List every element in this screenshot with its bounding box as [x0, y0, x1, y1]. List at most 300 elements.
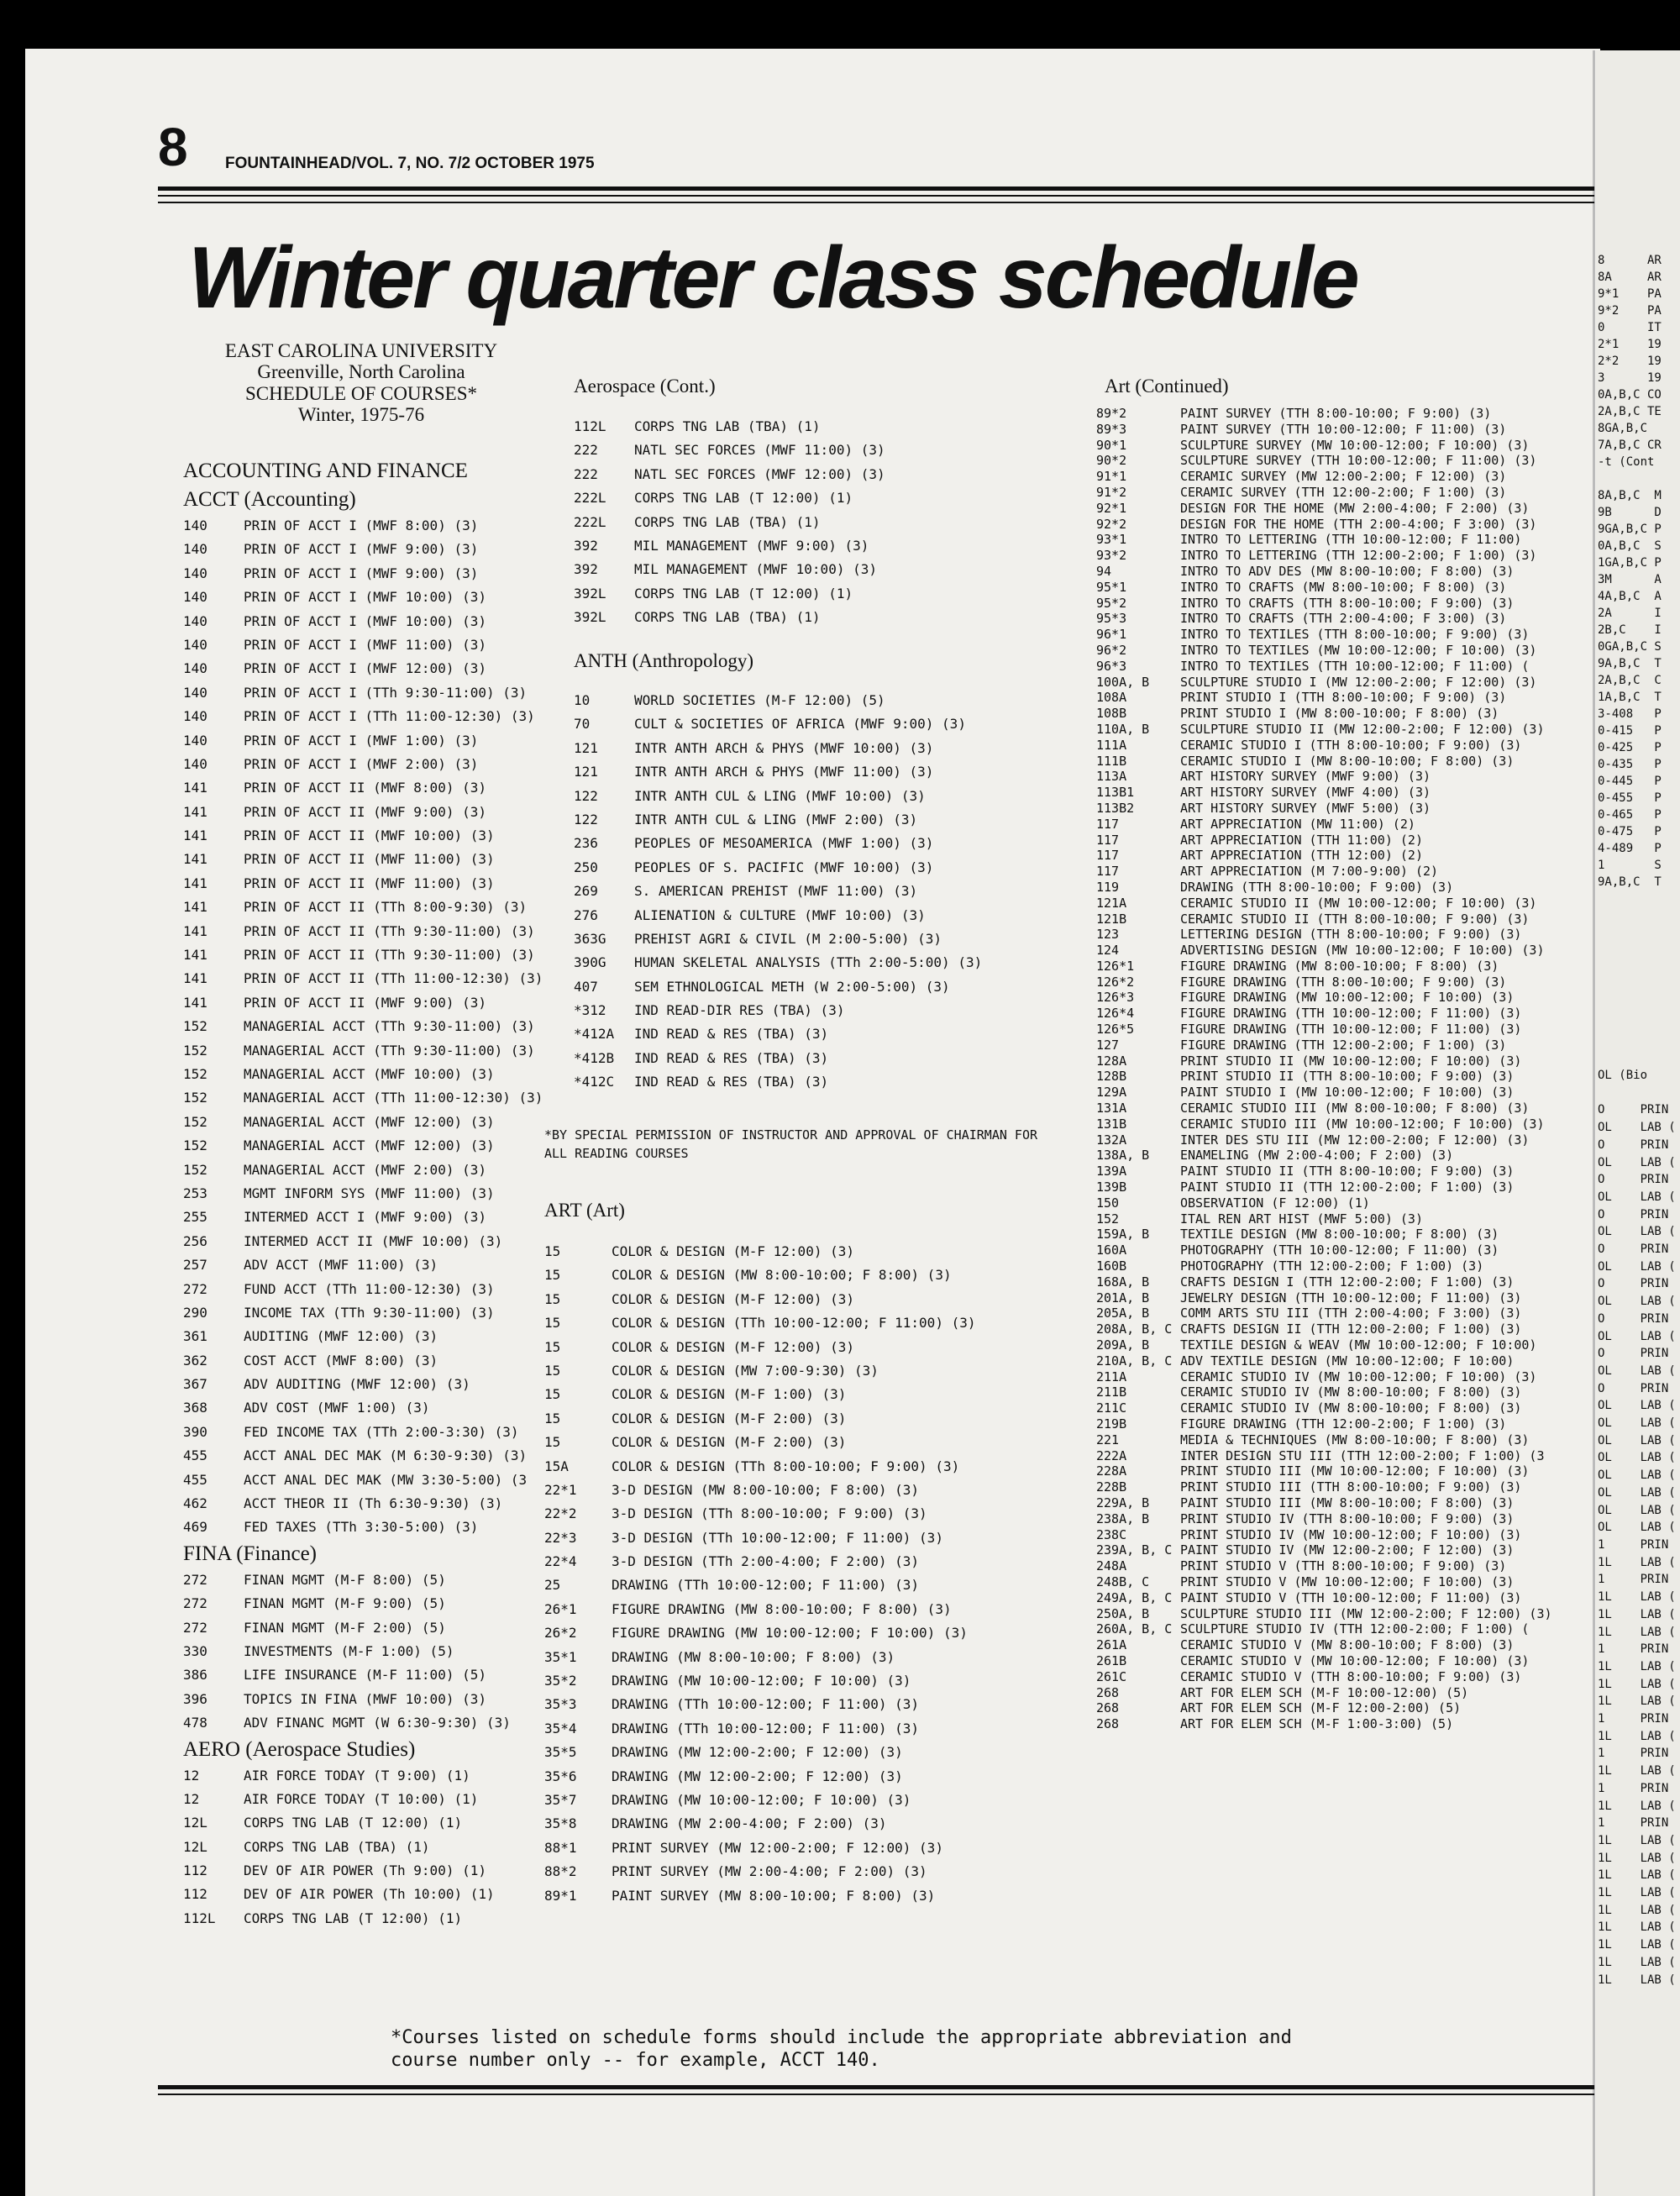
- header-line: SCHEDULE OF COURSES*: [244, 382, 478, 404]
- course-row: [1096, 532, 1592, 548]
- course-title: PRIN OF ACCT II (MWF 8:00) (3): [244, 780, 486, 796]
- course-row: [1096, 1148, 1592, 1164]
- course-row: [183, 1086, 553, 1110]
- next-page-line: 9*1 PA: [1598, 287, 1662, 301]
- course-title: ART FOR ELEM SCH (M-F 1:00-3:00) (5): [1180, 1716, 1454, 1732]
- next-page-line: 0-445 P: [1598, 775, 1662, 788]
- course-row: [1096, 1006, 1592, 1022]
- course-title: INTRO TO CRAFTS (TTH 2:00-4:00; F 3:00) (3): [1180, 611, 1507, 627]
- course-number: 26*2: [544, 1625, 577, 1642]
- next-page-line: O PRIN: [1598, 1137, 1669, 1152]
- next-page-line: 1L LAB (: [1598, 1851, 1676, 1865]
- course-number: 407: [574, 978, 598, 995]
- course-title: PAINT SURVEY (MW 8:00-10:00; F 8:00) (3): [612, 1887, 936, 1904]
- course-number: 250: [574, 859, 598, 875]
- column-aerospace-cont: [574, 415, 1061, 630]
- course-row: [183, 1492, 553, 1516]
- course-title: DRAWING (TTh 10:00-12:00; F 11:00) (3): [612, 1720, 920, 1736]
- course-number: 272: [183, 1595, 207, 1612]
- next-page-line: OL LAB (: [1598, 1485, 1676, 1500]
- course-number: 152: [183, 1042, 207, 1059]
- course-title: ART HISTORY SURVEY (MWF 9:00) (3): [1180, 769, 1431, 785]
- course-title: SCULPTURE SURVEY (MW 10:00-12:00; F 10:00) (3): [1180, 437, 1530, 453]
- course-number: 362: [183, 1352, 207, 1369]
- course-title: PHOTOGRAPHY (TTH 12:00-2:00; F 1:00) (3): [1180, 1258, 1484, 1274]
- course-number: 150: [1096, 1195, 1120, 1211]
- course-number: 222L: [574, 513, 606, 530]
- course-title: PRIN OF ACCT I (MWF 8:00) (3): [244, 517, 479, 533]
- course-title: MANAGERIAL ACCT (TTh 9:30-11:00) (3): [244, 1042, 535, 1059]
- course-number: 330: [183, 1642, 207, 1659]
- course-number: 386: [183, 1667, 207, 1684]
- course-title: SCULPTURE STUDIO II (MW 12:00-2:00; F 12:00) (3): [1180, 721, 1545, 737]
- course-row: [544, 1431, 1082, 1454]
- course-title: IND READ & RES (TBA) (3): [634, 1026, 829, 1043]
- course-row: [1096, 1337, 1592, 1353]
- course-title: ART FOR ELEM SCH (M-F 10:00-12:00) (5): [1180, 1684, 1469, 1700]
- next-page-line: 0-435 P: [1598, 758, 1662, 771]
- next-page-line: 1L LAB (: [1598, 1938, 1676, 1952]
- course-row: [574, 463, 1061, 486]
- course-number: 89*2: [1096, 406, 1127, 421]
- course-number: 15A: [544, 1458, 569, 1474]
- course-number: 140: [183, 636, 207, 653]
- course-number: 122: [574, 811, 598, 827]
- course-title: FED INCOME TAX (TTh 2:00-3:30) (3): [244, 1423, 519, 1440]
- course-number: 140: [183, 684, 207, 701]
- course-title: INCOME TAX (TTh 9:30-11:00) (3): [244, 1304, 495, 1321]
- course-row: [1096, 1590, 1592, 1606]
- course-number: 90*1: [1096, 437, 1127, 453]
- course-row: [574, 439, 1061, 462]
- course-row: [1096, 1448, 1592, 1464]
- course-row: [544, 1621, 1082, 1645]
- course-row: [1096, 1716, 1592, 1732]
- course-number: 95*3: [1096, 611, 1127, 627]
- course-row: [183, 1349, 553, 1373]
- course-row: [183, 1688, 553, 1711]
- course-row: [1096, 817, 1592, 833]
- course-row: [544, 1573, 1082, 1597]
- course-title: SCULPTURE STUDIO III (MW 12:00-2:00; F 12:00) (3): [1180, 1605, 1552, 1621]
- course-number: 108B: [1096, 706, 1127, 722]
- course-title: JEWELRY DESIGN (TTH 10:00-12:00; F 11:00) (3): [1180, 1290, 1522, 1306]
- course-number: 121A: [1096, 895, 1127, 911]
- course-title: PRINT STUDIO IV (MW 10:00-12:00; F 10:00) (3): [1180, 1526, 1522, 1542]
- course-row: [544, 1359, 1082, 1383]
- course-row: [1096, 469, 1592, 485]
- course-number: 12: [183, 1790, 200, 1807]
- course-row: [1096, 959, 1592, 975]
- course-number: 15: [544, 1290, 561, 1307]
- course-row: [183, 562, 553, 586]
- next-page-line: [1598, 1085, 1680, 1102]
- header-block: [210, 340, 512, 425]
- next-page-line: O PRIN: [1598, 1347, 1669, 1361]
- course-title: CERAMIC STUDIO IV (MW 8:00-10:00; F 8:00) (3): [1180, 1400, 1522, 1416]
- course-number: 122: [574, 787, 598, 804]
- course-title: INTERMED ACCT II (MWF 10:00) (3): [244, 1232, 503, 1249]
- course-title: PRINT STUDIO IV (TTH 8:00-10:00; F 9:00) (3): [1180, 1510, 1515, 1526]
- course-row: [544, 1717, 1082, 1741]
- next-page-line: 1L LAB (: [1598, 1920, 1676, 1935]
- next-page-line: 1L LAB (: [1598, 1659, 1676, 1673]
- course-title: CORPS TNG LAB (T 12:00) (1): [634, 490, 853, 507]
- course-title: COST ACCT (MWF 8:00) (3): [244, 1352, 438, 1369]
- course-row: [183, 1859, 553, 1883]
- course-number: 138A, B: [1096, 1148, 1150, 1164]
- course-row: [544, 1789, 1082, 1812]
- next-page-line: 1L LAB (: [1598, 1886, 1676, 1900]
- course-title: PHOTOGRAPHY (TTH 10:00-12:00; F 11:00) (3): [1180, 1242, 1499, 1258]
- course-row: [183, 681, 553, 705]
- course-number: 141: [183, 851, 207, 868]
- course-number: 268: [1096, 1700, 1120, 1716]
- course-row: [1096, 1384, 1592, 1400]
- course-title: COLOR & DESIGN (MW 7:00-9:30) (3): [612, 1362, 879, 1379]
- course-row: [1096, 1637, 1592, 1653]
- anthropology-heading: ANTH (Anthropology): [574, 650, 753, 671]
- course-row: [1096, 1069, 1592, 1085]
- course-title: TEXTILE DESIGN & WEAV (MW 10:00-12:00; F 10:00): [1180, 1337, 1537, 1353]
- next-page-line: 0-415 P: [1598, 724, 1662, 738]
- aerospace-cont-heading: Aerospace (Cont.): [574, 376, 716, 397]
- course-title: LIFE INSURANCE (M-F 11:00) (5): [244, 1667, 486, 1684]
- course-number: 111A: [1096, 737, 1127, 753]
- course-title: CORPS TNG LAB (TBA) (1): [634, 609, 821, 626]
- course-number: 290: [183, 1304, 207, 1321]
- course-title: PRIN OF ACCT II (TTh 9:30-11:00) (3): [244, 947, 535, 964]
- course-row: [1096, 1321, 1592, 1337]
- course-number: 221: [1096, 1432, 1120, 1447]
- course-number: 117: [1096, 848, 1120, 864]
- course-row: [1096, 785, 1592, 801]
- course-title: COLOR & DESIGN (M-F 1:00) (3): [612, 1386, 847, 1403]
- course-title: INTRO TO CRAFTS (TTH 8:00-10:00; F 9:00) (3): [1180, 595, 1515, 611]
- course-number: 152: [1096, 1211, 1120, 1227]
- course-number: 12L: [183, 1815, 207, 1831]
- course-title: SCULPTURE STUDIO I (MW 12:00-2:00; F 12:00) (3): [1180, 674, 1537, 690]
- course-row: [183, 1592, 553, 1615]
- course-row: [183, 943, 553, 967]
- next-page-line: 1L LAB (: [1598, 1833, 1676, 1847]
- course-title: ADV TEXTILE DESIGN (MW 10:00-12:00; F 10:00): [1180, 1353, 1515, 1369]
- next-page-line: 9B D: [1598, 506, 1662, 519]
- course-title: DEV OF AIR POWER (Th 9:00) (1): [244, 1862, 486, 1879]
- course-number: 140: [183, 612, 207, 629]
- course-title: ACCT ANAL DEC MAK (MW 3:30-5:00) (3: [244, 1471, 528, 1488]
- course-title: PRIN OF ACCT I (MWF 2:00) (3): [244, 755, 479, 772]
- course-title: DEV OF AIR POWER (Th 10:00) (1): [244, 1886, 495, 1903]
- course-title: CERAMIC STUDIO IV (MW 8:00-10:00; F 8:00) (3): [1180, 1384, 1522, 1400]
- course-number: 112L: [574, 418, 606, 434]
- course-row: [183, 753, 553, 776]
- course-number: 126*5: [1096, 1022, 1135, 1038]
- masthead-rule-thin: [158, 195, 1594, 197]
- next-page-line: 0A,B,C CO: [1598, 388, 1662, 402]
- course-row: [1096, 438, 1592, 454]
- course-row: [183, 848, 553, 871]
- course-title: DRAWING (MW 2:00-4:00; F 2:00) (3): [612, 1815, 887, 1832]
- next-page-line: 9A,B,C T: [1598, 657, 1662, 670]
- course-row: [183, 1253, 553, 1277]
- course-title: MEDIA & TECHNIQUES (MW 8:00-10:00; F 8:00) (3): [1180, 1432, 1530, 1447]
- course-title: CERAMIC SURVEY (MW 12:00-2:00; F 12:00) (3): [1180, 469, 1507, 485]
- next-page-line: 0 IT: [1598, 321, 1662, 334]
- course-row: [544, 1288, 1082, 1311]
- next-page-line: 2A I: [1598, 607, 1662, 620]
- course-number: 88*1: [544, 1839, 577, 1856]
- course-row: [183, 657, 553, 680]
- next-page-line: [1598, 470, 1680, 487]
- course-title: PRIN OF ACCT I (MWF 12:00) (3): [244, 660, 486, 677]
- course-row: [183, 633, 553, 657]
- course-number: 121: [574, 739, 598, 756]
- course-title: AIR FORCE TODAY (T 9:00) (1): [244, 1767, 470, 1784]
- course-number: 141: [183, 922, 207, 939]
- course-row: [574, 1047, 1061, 1070]
- course-row: [1096, 1258, 1592, 1274]
- course-title: CORPS TNG LAB (TBA) (1): [244, 1838, 430, 1855]
- next-page-line: OL LAB (: [1598, 1521, 1676, 1535]
- course-number: 257: [183, 1257, 207, 1274]
- course-row: [1096, 1116, 1592, 1132]
- next-page-line: OL LAB (: [1598, 1121, 1676, 1135]
- course-title: INTRO TO ADV DES (MW 8:00-10:00; F 8:00) (3): [1180, 563, 1515, 579]
- next-page-line: 1 PRIN: [1598, 1781, 1669, 1795]
- course-number: 229A, B: [1096, 1495, 1150, 1510]
- course-title: AIR FORCE TODAY (T 10:00) (1): [244, 1790, 479, 1807]
- course-row: [1096, 1400, 1592, 1416]
- course-number: 123: [1096, 927, 1120, 943]
- next-page-line: OL LAB (: [1598, 1295, 1676, 1309]
- next-page-line: 1L LAB (: [1598, 1677, 1676, 1691]
- course-title: FUND ACCT (TTh 11:00-12:30) (3): [244, 1280, 495, 1297]
- course-number: 205A, B: [1096, 1306, 1150, 1321]
- course-number: 211C: [1096, 1400, 1127, 1416]
- course-title: FIGURE DRAWING (TTH 10:00-12:00; F 11:00) (3): [1180, 1006, 1522, 1022]
- course-number: 253: [183, 1185, 207, 1201]
- course-number: 93*2: [1096, 548, 1127, 564]
- course-row: [1096, 911, 1592, 927]
- next-page-line: OL LAB (: [1598, 1225, 1676, 1239]
- course-title: CERAMIC STUDIO V (MW 8:00-10:00; F 8:00) (3): [1180, 1637, 1515, 1653]
- course-number: 92*1: [1096, 500, 1127, 516]
- course-number: 121B: [1096, 911, 1127, 927]
- course-title: PRINT STUDIO V (MW 10:00-12:00; F 10:00) (3): [1180, 1573, 1515, 1589]
- next-page-line: 8A AR: [1598, 271, 1662, 284]
- course-title: FIGURE DRAWING (TTH 10:00-12:00; F 11:00) (3): [1180, 1022, 1522, 1038]
- course-row: [183, 1468, 553, 1492]
- course-row: [1096, 1274, 1592, 1290]
- course-title: FIGURE DRAWING (TTH 12:00-2:00; F 1:00) (3): [1180, 1416, 1507, 1432]
- course-row: [183, 824, 553, 848]
- course-row: [574, 689, 1061, 712]
- course-title: ADVERTISING DESIGN (MW 10:00-12:00; F 10:00) (3): [1180, 943, 1545, 959]
- course-row: [1096, 1227, 1592, 1242]
- course-title: CORPS TNG LAB (T 12:00) (1): [244, 1815, 463, 1831]
- course-number: 111B: [1096, 753, 1127, 769]
- next-page-line: 9*2 PA: [1598, 304, 1662, 318]
- course-title: PRINT STUDIO III (MW 10:00-12:00; F 10:00) (3): [1180, 1463, 1530, 1479]
- course-number: 261A: [1096, 1637, 1127, 1653]
- course-title: MANAGERIAL ACCT (MWF 10:00) (3): [244, 1065, 495, 1082]
- course-title: TEXTILE DESIGN (MW 8:00-10:00; F 8:00) (3): [1180, 1227, 1499, 1242]
- course-row: [1096, 1101, 1592, 1116]
- page-number: 8: [158, 117, 188, 177]
- course-title: CULT & SOCIETIES OF AFRICA (MWF 9:00) (3): [634, 716, 966, 733]
- course-title: ART APPRECIATION (TTH 11:00) (2): [1180, 832, 1423, 848]
- course-number: 96*3: [1096, 658, 1127, 674]
- course-number: 15: [544, 1267, 561, 1284]
- course-row: [183, 1301, 553, 1325]
- section-heading: AERO (Aerospace Studies): [183, 1737, 416, 1761]
- next-page-line: OL LAB (: [1598, 1155, 1676, 1169]
- course-row: [1096, 864, 1592, 880]
- course-number: 96*1: [1096, 627, 1127, 643]
- course-number: 35*5: [544, 1744, 577, 1761]
- course-number: 35*8: [544, 1815, 577, 1832]
- course-title: PRIN OF ACCT I (TTh 11:00-12:30) (3): [244, 708, 535, 725]
- course-row: [1096, 1479, 1592, 1495]
- next-page-line: O PRIN: [1598, 1381, 1669, 1395]
- course-number: 140: [183, 565, 207, 581]
- course-number: 363G: [574, 930, 606, 947]
- course-row: [1096, 975, 1592, 990]
- course-row: [183, 1811, 553, 1835]
- course-row: [1096, 485, 1592, 501]
- course-row: [183, 776, 553, 800]
- course-number: 131B: [1096, 1116, 1127, 1132]
- header-line: EAST CAROLINA UNIVERSITY: [224, 340, 498, 361]
- course-number: 210A, B, C: [1096, 1353, 1173, 1369]
- course-row: [183, 801, 553, 824]
- course-row: [574, 737, 1061, 760]
- course-row: [183, 1325, 553, 1348]
- course-title: MIL MANAGEMENT (MWF 10:00) (3): [634, 561, 877, 578]
- course-number: 35*6: [544, 1768, 577, 1784]
- next-page-line: 1L LAB (: [1598, 1868, 1676, 1883]
- course-number: 139B: [1096, 1179, 1127, 1195]
- course-row: [183, 1373, 553, 1396]
- course-number: 152: [183, 1018, 207, 1035]
- course-row: [1096, 880, 1592, 896]
- course-row: [544, 1240, 1082, 1263]
- course-title: PAINT SURVEY (TTH 8:00-10:00; F 9:00) (3): [1180, 406, 1492, 421]
- course-number: 228A: [1096, 1463, 1127, 1479]
- next-page-line: OL LAB (: [1598, 1190, 1676, 1204]
- course-title: PRIN OF ACCT I (MWF 10:00) (3): [244, 612, 486, 629]
- next-page-line: O PRIN: [1598, 1207, 1669, 1221]
- course-title: PRIN OF ACCT I (MWF 11:00) (3): [244, 636, 486, 653]
- course-title: INTER DESIGN STU III (TTH 12:00-2:00; F 1:00) (3: [1180, 1447, 1545, 1463]
- next-page-line: 8 AR: [1598, 254, 1662, 267]
- course-row: [574, 486, 1061, 510]
- course-number: 132A: [1096, 1132, 1127, 1148]
- course-number: 93*1: [1096, 532, 1127, 548]
- next-page-line: 3M A: [1598, 573, 1662, 586]
- course-title: DRAWING (MW 8:00-10:00; F 8:00) (3): [612, 1648, 895, 1665]
- course-number: 209A, B: [1096, 1337, 1150, 1353]
- course-number: 128A: [1096, 1053, 1127, 1069]
- course-row: [574, 975, 1061, 999]
- course-row: [1096, 1685, 1592, 1701]
- next-page-column-top: [1598, 252, 1680, 890]
- course-row: [183, 1134, 553, 1158]
- next-page-line: OL (Bio: [1598, 1069, 1648, 1082]
- course-number: 250A, B: [1096, 1605, 1150, 1621]
- bottom-rule-thin: [158, 2094, 1594, 2095]
- course-number: 152: [183, 1090, 207, 1106]
- course-number: 455: [183, 1471, 207, 1488]
- next-page-line: 1L LAB (: [1598, 1590, 1676, 1605]
- course-number: 88*2: [544, 1863, 577, 1880]
- next-page-line: 2A,B,C TE: [1598, 405, 1662, 418]
- course-row: [183, 1111, 553, 1134]
- course-title: AUDITING (MWF 12:00) (3): [244, 1328, 438, 1345]
- course-number: 95*1: [1096, 579, 1127, 595]
- course-number: 117: [1096, 864, 1120, 880]
- course-row: [183, 1883, 553, 1906]
- next-page-line: 3 19: [1598, 371, 1662, 385]
- course-number: 91*2: [1096, 484, 1127, 500]
- course-number: 15: [544, 1315, 561, 1332]
- course-title: ADV AUDITING (MWF 12:00) (3): [244, 1376, 470, 1393]
- course-title: INTR ANTH ARCH & PHYS (MWF 10:00) (3): [634, 739, 934, 756]
- course-number: 117: [1096, 816, 1120, 832]
- course-row: [1096, 754, 1592, 770]
- course-title: PRINT STUDIO I (MW 8:00-10:00; F 8:00) (3): [1180, 706, 1499, 722]
- course-title: MANAGERIAL ACCT (TTh 11:00-12:30) (3): [244, 1090, 543, 1106]
- course-row: [1096, 1495, 1592, 1511]
- course-row: [183, 1836, 553, 1859]
- course-number: 35*2: [544, 1673, 577, 1689]
- course-title: DESIGN FOR THE HOME (MW 2:00-4:00; F 2:00) (3): [1180, 500, 1530, 516]
- course-title: CERAMIC STUDIO I (TTH 8:00-10:00; F 9:00) (3): [1180, 737, 1522, 753]
- course-row: [1096, 1211, 1592, 1227]
- course-number: 462: [183, 1495, 207, 1512]
- course-row: [1096, 1290, 1592, 1306]
- next-page-line: OL LAB (: [1598, 1399, 1676, 1413]
- course-title: PRINT SURVEY (MW 12:00-2:00; F 12:00) (3): [612, 1839, 943, 1856]
- next-page-line: 9A,B,C T: [1598, 875, 1662, 889]
- next-page-line: 1L LAB (: [1598, 1729, 1676, 1743]
- course-number: 211B: [1096, 1384, 1127, 1400]
- course-number: 15: [544, 1338, 561, 1355]
- course-row: [183, 967, 553, 990]
- course-row: [183, 1206, 553, 1229]
- course-row: [1096, 990, 1592, 1006]
- course-row: [183, 1015, 553, 1038]
- course-title: PRIN OF ACCT I (MWF 10:00) (3): [244, 589, 486, 606]
- course-number: 12L: [183, 1838, 207, 1855]
- course-title: ART HISTORY SURVEY (MWF 4:00) (3): [1180, 785, 1431, 801]
- next-page-line: 1L LAB (: [1598, 1799, 1676, 1813]
- course-number: 90*2: [1096, 453, 1127, 469]
- course-row: [544, 1383, 1082, 1406]
- next-page-line: 2*1 19: [1598, 338, 1662, 351]
- course-number: 127: [1096, 1037, 1120, 1053]
- next-page-line: 1 PRIN: [1598, 1747, 1669, 1761]
- course-title: PRINT STUDIO II (MW 10:00-12:00; F 10:00) (3): [1180, 1053, 1522, 1069]
- course-row: [544, 1479, 1082, 1502]
- course-title: CERAMIC STUDIO III (MW 10:00-12:00; F 10:00) (3): [1180, 1116, 1545, 1132]
- course-title: CERAMIC STUDIO I (MW 8:00-10:00; F 8:00) (3): [1180, 753, 1515, 769]
- course-title: INTERMED ACCT I (MWF 9:00) (3): [244, 1209, 486, 1226]
- course-title: ART APPRECIATION (M 7:00-9:00) (2): [1180, 864, 1439, 880]
- course-row: [1096, 1527, 1592, 1543]
- footnote: *Courses listed on schedule forms should include the appropriate abbreviation and course number only -- for example, ACCT 140.: [391, 2027, 1292, 2071]
